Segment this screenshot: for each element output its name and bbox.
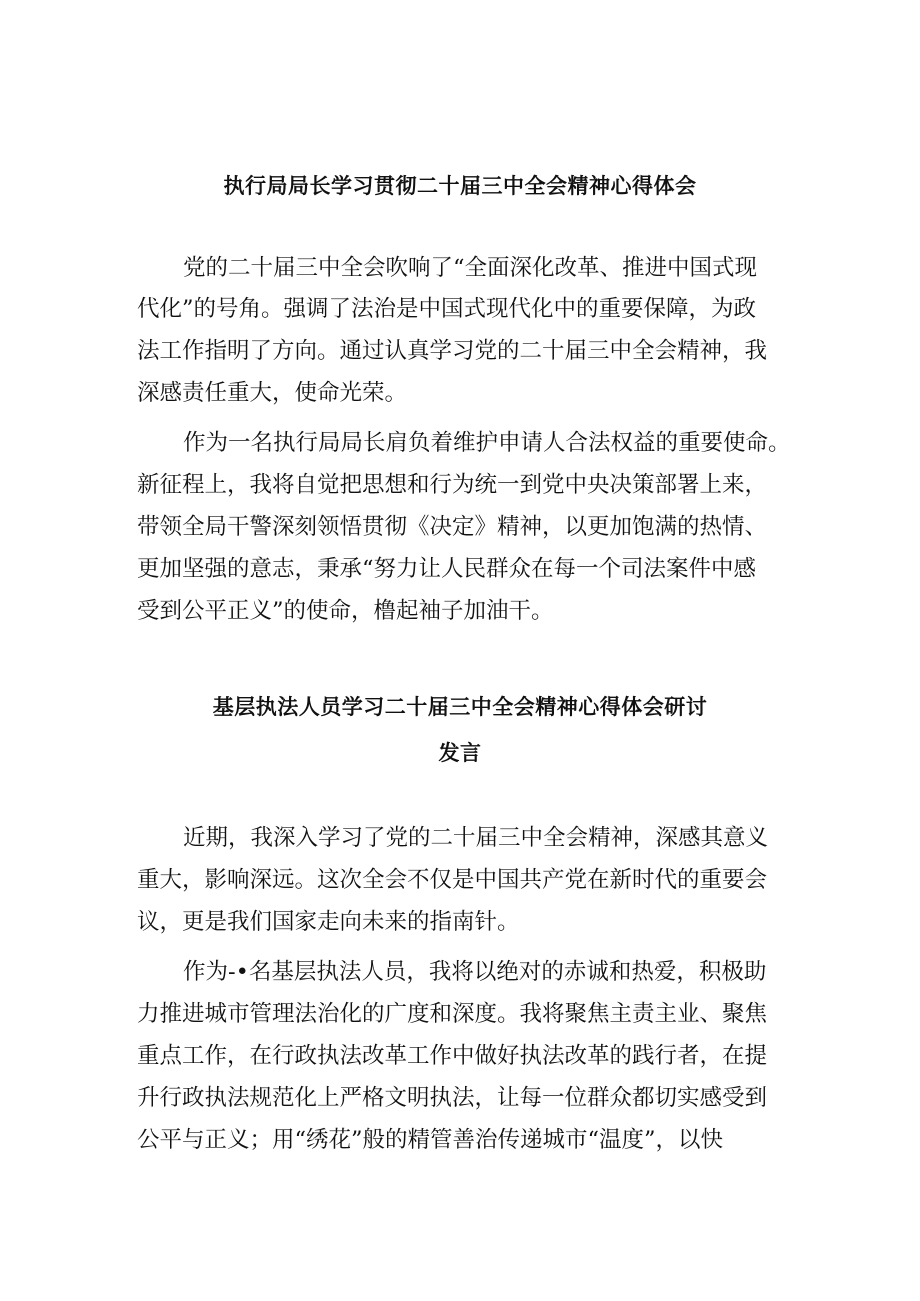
section-2-para-2-line-2: 力推进城市管理法治化的广度和深度。我将聚焦主责主业、聚焦 xyxy=(137,1001,768,1027)
section-2-para-1-line-3: 议，更是我们国家走向未来的指南针。 xyxy=(137,909,520,935)
section-1-para-2-line-5: 受到公平正义”的使命，橹起袖子加油干。 xyxy=(137,598,554,624)
section-1-title: 执行局局长学习贯彻二十届三中全会精神心得体会 xyxy=(223,174,697,198)
section-2-para-2-line-3: 重点工作，在行政执法改革工作中做好执法改革的践行者，在提 xyxy=(137,1043,768,1069)
section-1-para-2-line-3: 带领全局干警深刻领悟贯彻《决定》精神，以更加饱满的热情、 xyxy=(137,514,768,540)
section-2-para-2-line-1: 作为-•名基层执法人员，我将以绝对的赤诚和热爱，积极助 xyxy=(183,959,767,985)
section-2-title-line-1: 基层执法人员学习二十届三中全会精神心得体会研讨 xyxy=(212,695,708,719)
section-1-para-1-line-3: 法工作指明了方向。通过认真学习党的二十届三中全会精神，我 xyxy=(137,338,768,364)
section-2-para-1-line-2: 重大，影响深远。这次全会不仅是中国共产党在新时代的重要会 xyxy=(137,867,768,893)
section-2-para-2-line-5: 公平与正义；用“绣花”般的精管善治传递城市“温度”，以快 xyxy=(137,1127,724,1153)
section-1-para-1-line-4: 深感责任重大，使命光荣。 xyxy=(137,380,408,406)
section-1-para-2-line-4: 更加坚强的意志，秉承“努力让人民群众在每一个司法案件中感 xyxy=(137,556,757,582)
section-2-title-line-2: 发言 xyxy=(438,741,482,765)
section-1-para-1-line-1: 党的二十届三中全会吹响了“全面深化改革、推进中国式现 xyxy=(183,255,758,281)
section-1-para-2-line-2: 新征程上，我将自觉把思想和行为统一到党中央决策部署上来， xyxy=(137,472,768,498)
section-2-para-2-line-4: 升行政执法规范化上严格文明执法，让每一位群众都切实感受到 xyxy=(137,1085,768,1111)
section-2-para-1-line-1: 近期，我深入学习了党的二十届三中全会精神，深感其意义 xyxy=(183,825,769,851)
section-1-para-1-line-2: 代化”的号角。强调了法治是中国式现代化中的重要保障，为政 xyxy=(137,296,757,322)
section-1-para-2-line-1: 作为一名执行局局长肩负着维护申请人合法权益的重要使命。 xyxy=(183,430,791,456)
